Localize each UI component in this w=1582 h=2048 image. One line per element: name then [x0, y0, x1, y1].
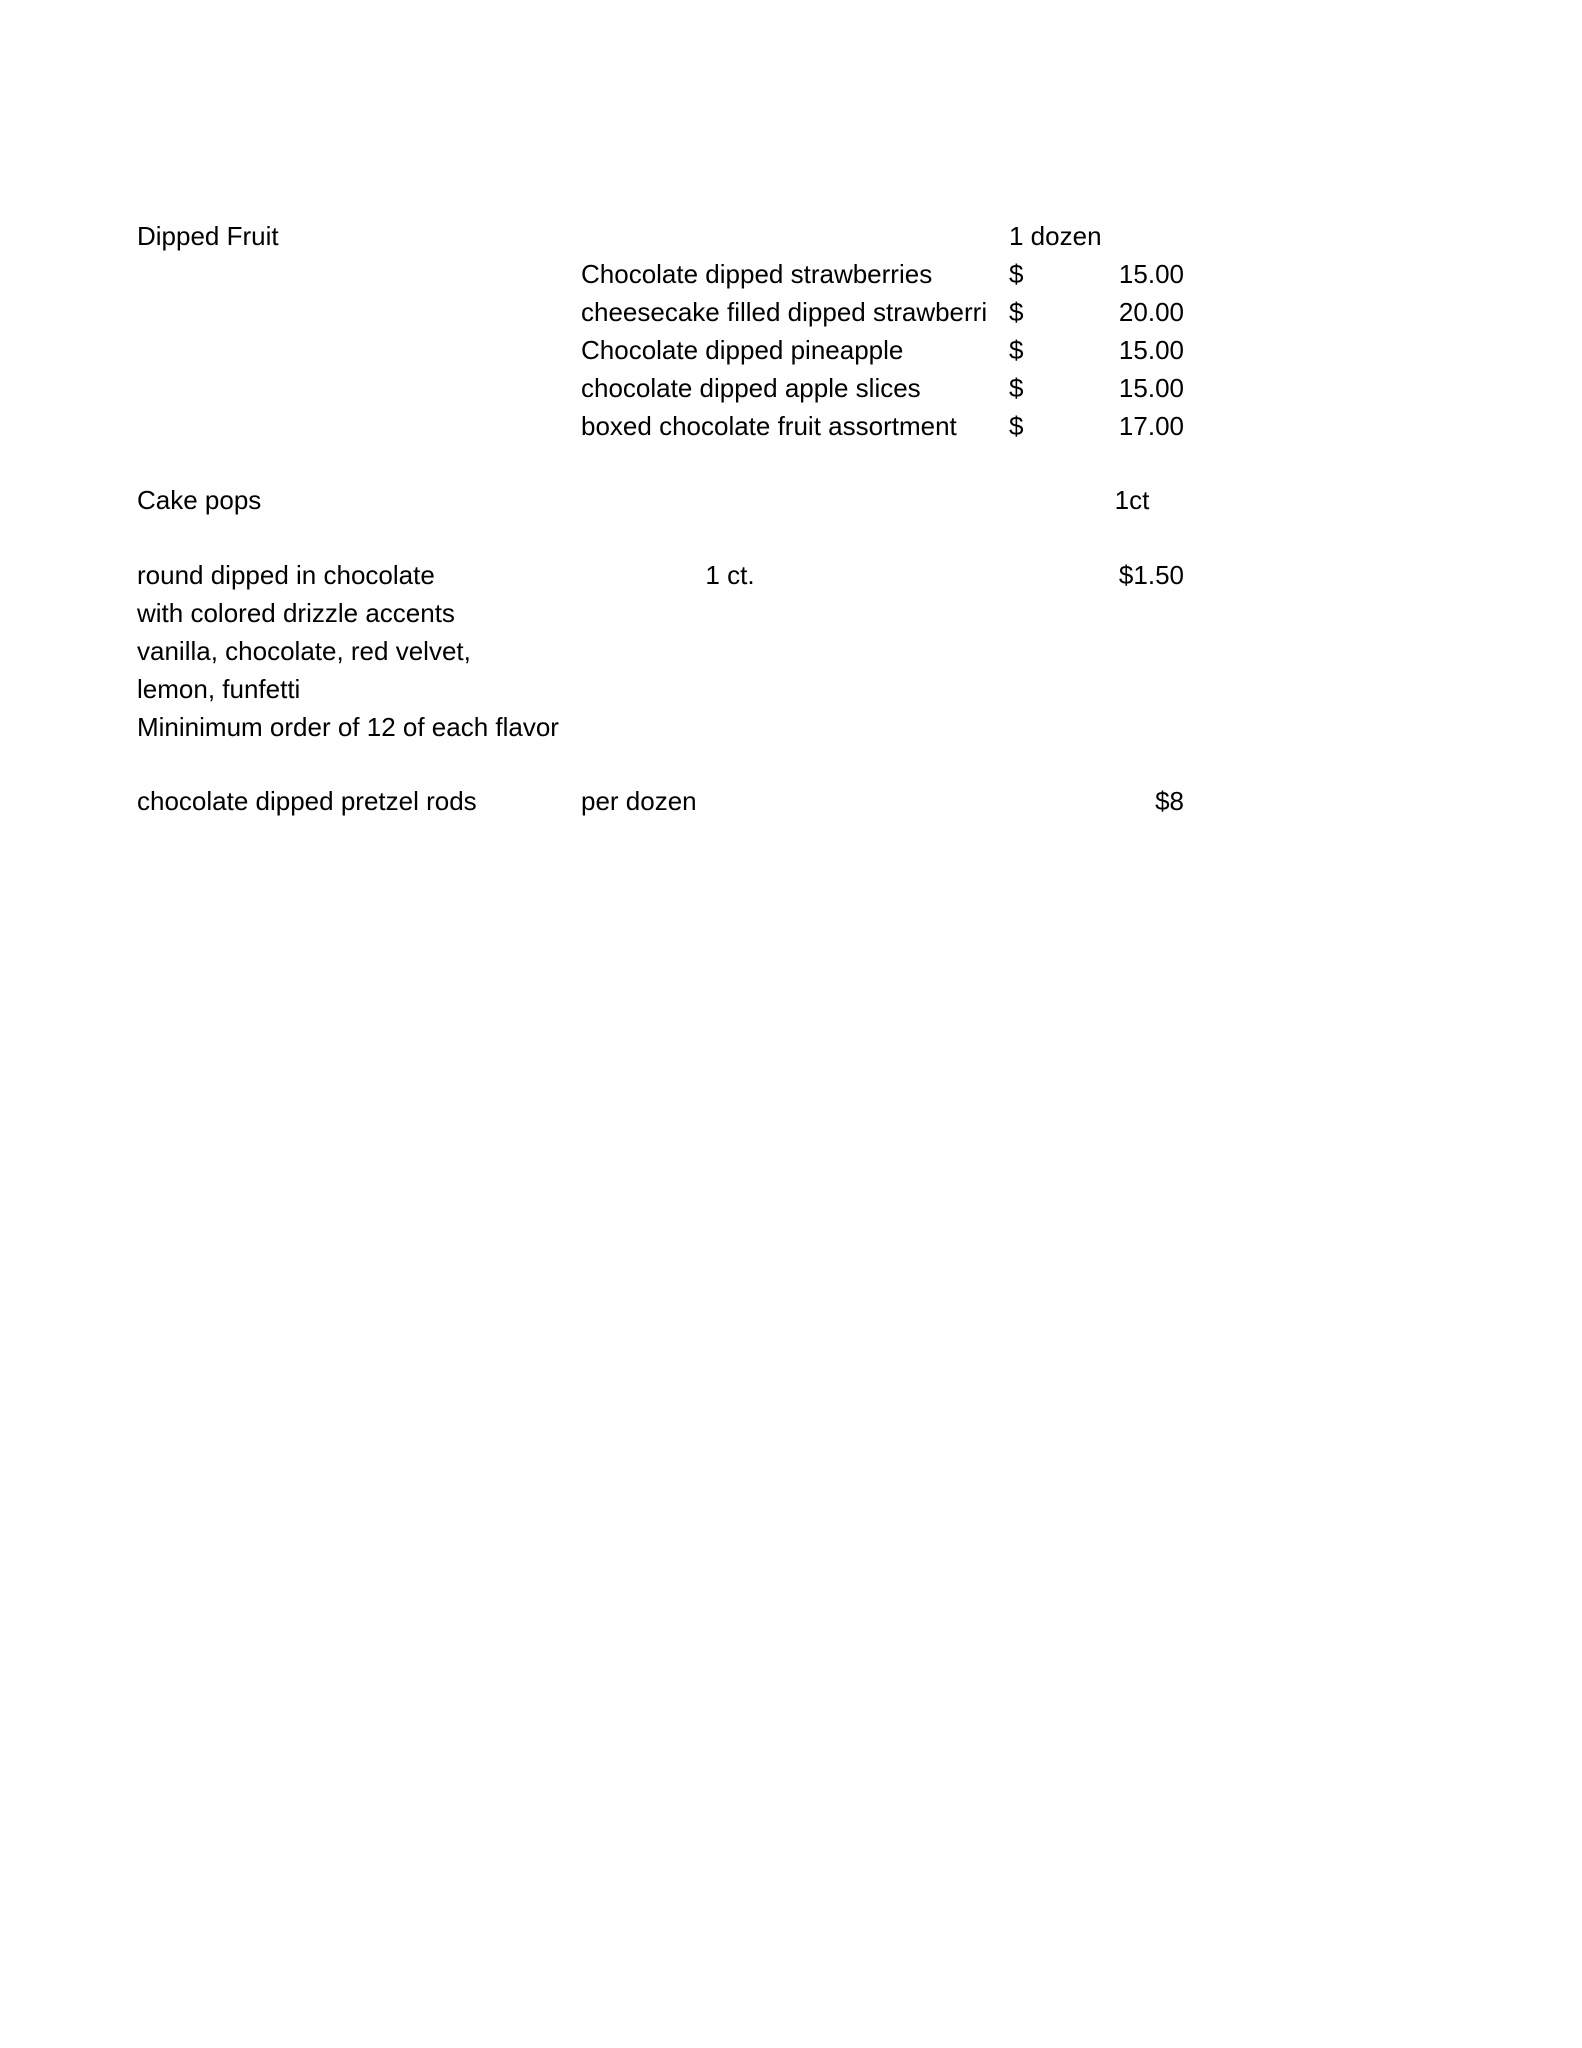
item-name: cheesecake filled dipped strawberri: [581, 297, 988, 327]
item-name: Chocolate dipped pineapple: [581, 335, 904, 365]
item-currency: $: [1009, 297, 1024, 327]
item-currency: $: [1009, 411, 1024, 441]
description-line: Mininimum order of 12 of each flavor: [137, 712, 559, 742]
item-price: 15.00: [1118, 335, 1184, 365]
item-name: Chocolate dipped strawberries: [581, 259, 933, 289]
item-currency: $: [1009, 373, 1024, 403]
description-line: round dipped in chocolate: [137, 560, 435, 590]
description-line: vanilla, chocolate, red velvet,: [137, 636, 471, 666]
cake-pops-count: 1 ct.: [705, 560, 755, 590]
item-price: 20.00: [1118, 297, 1184, 327]
cake-pops-unit-label: 1ct: [1114, 485, 1150, 515]
item-currency: $: [1009, 259, 1024, 289]
cake-pops-title: Cake pops: [137, 485, 262, 515]
dipped-fruit-unit-label: 1 dozen: [1009, 221, 1102, 251]
description-line: with colored drizzle accents: [137, 598, 455, 628]
dipped-fruit-title: Dipped Fruit: [137, 221, 279, 251]
description-line: lemon, funfetti: [137, 674, 301, 704]
item-price: 15.00: [1118, 373, 1184, 403]
item-currency: $: [1009, 335, 1024, 365]
pretzel-rods-name: chocolate dipped pretzel rods: [137, 786, 477, 816]
item-name: chocolate dipped apple slices: [581, 373, 921, 403]
item-price: 17.00: [1118, 411, 1184, 441]
pretzel-rods-unit: per dozen: [581, 786, 697, 816]
item-price: 15.00: [1118, 259, 1184, 289]
pretzel-rods-price: $8: [1155, 786, 1184, 816]
cake-pops-price: $1.50: [1118, 560, 1184, 590]
item-name: boxed chocolate fruit assortment: [581, 411, 957, 441]
